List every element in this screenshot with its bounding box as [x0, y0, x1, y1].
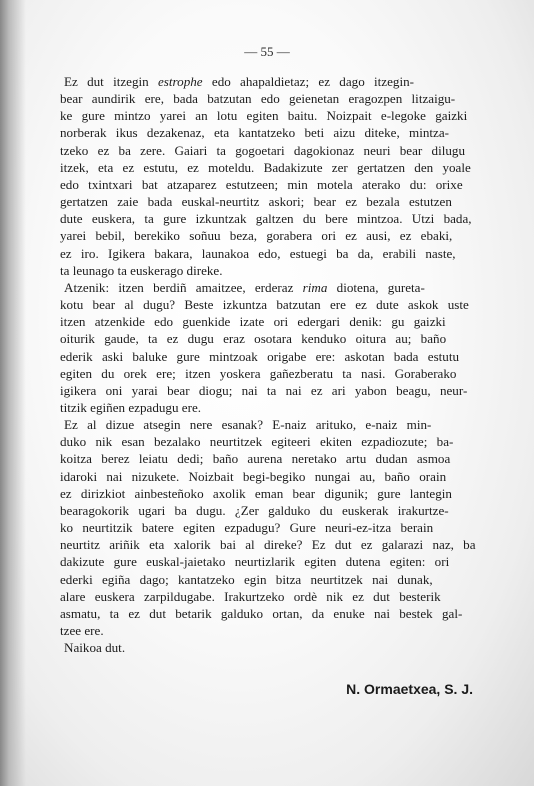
text-line: itzek, eta ez estutu, ez moteldu. Badakizute zer gertatzen den yoale: [60, 159, 471, 175]
text-line: edo txintxari bat atzaparez estutzeen; min motela aterako du: orixe: [60, 176, 463, 192]
text-line: ez iro. Igikera bakara, launakoa edo, estuegi ba da, erabili naste,: [60, 245, 456, 261]
text-line: duko nik esan bezalako neurtitzek egiteeri ekiten ezpadiozute; ba-: [60, 434, 454, 450]
text-line: oiturik gaude, ta ez dugu eraz osotara kenduko oitura au; baño: [60, 331, 447, 347]
text-line: alare euskera zarpildugabe. Irakurtzeko ordè nik ez dut besterik: [60, 588, 441, 604]
text-line: ke gure mintzo yarei an lotu egiten baitu. Noizpait e-legoke gaizki: [60, 108, 468, 124]
text-line: ederik aski baluke gure mintzoak origabe ere: askotan bada estutu: [60, 348, 460, 364]
text-line: titzik egiñen ezpadugu ere.: [60, 399, 202, 415]
text-line: ederki egiña dago; kantatzeko egin bitza neurtitzek nai dunak,: [60, 571, 433, 587]
text-line: asmatu, ta ez dut betarik galduko ortan, da enuke nai bestek gal-: [60, 605, 463, 621]
body-text: [60, 73, 490, 656]
page-number: — 55 —: [244, 44, 290, 59]
text-line: ko neurtitzik batere egiten ezpadugu? Gure neuri-ez-itza berain: [60, 520, 434, 536]
text-line: Ez dut itzegin estrophe edo ahapaldietaz; ez dago itzegin-: [64, 74, 415, 89]
text-line: Atzenik: itzen berdiñ amaitzee, erderaz rima diotena, gureta-: [64, 279, 425, 295]
text-line: koitza berez leiatu dedi; baño aurena neretako artu dudan asmoa: [60, 451, 451, 467]
text-line: tzeko ez ba zere. Gaiari ta gogoetari dagokionaz neuri bear dilugu: [60, 142, 466, 158]
text-line: gertatzen zaie bada euskal-neurtitz askori; bear ez bezala estutzen: [60, 194, 452, 210]
text-line: dute euskera, ta gure izkuntzak galtzen du bere mintzoa. Utzi bada,: [60, 211, 472, 227]
text-line: Naikoa dut.: [64, 640, 126, 656]
text-line: tzee ere.: [60, 623, 104, 638]
text-line: itzen atzenkide edo guenkide izate ori edergari denik: gu gaizki: [60, 314, 446, 330]
author-signature: N. Ormaetxea, S. J.: [346, 681, 473, 697]
text-line: idaroki nai nizukete. Noizbait begi-begiko nungai au, baño orain: [60, 468, 447, 484]
text-line: dakizute gure euskal-jaietako neurtizlarik egiten dutena egiten: ori: [60, 554, 450, 570]
text-line: Ez al dizue atsegin nere esanak? E-naiz arituko, e-naiz min-: [64, 417, 432, 433]
text-line: igikera oni yarai bear diogu; nai ta nai ez ari yabon beagu, neur-: [60, 382, 468, 398]
text-line: kotu bear al dugu? Beste izkuntza batzutan ere ez dute askok uste: [60, 297, 469, 313]
text-line: yarei bebil, berekiko soñuu beza, gorabera ori ez ausi, ez ebaki,: [60, 228, 453, 244]
text-line: ta leunago ta euskerago direke.: [60, 262, 223, 278]
text-line: neurtitz ariñik eta xalorik bai al direke? Ez dut ez galarazi naz, ba: [60, 537, 476, 553]
text-line: norberak ikus dezakenaz, eta kantatzeko beti aizu diteke, mintza-: [60, 125, 450, 141]
text-line: bearagokorik ugari ba dugu. ¿Zer galduko du euskerak irakurtze-: [60, 502, 449, 518]
text-line: bear aundirik ere, bada batzutan edo geienetan eragozpen litzaigu-: [60, 91, 456, 107]
text-line: egiten du orek ere; itzen yoskera gañezberatu ta nasi. Goraberako: [60, 365, 457, 381]
text-line: ez dirizkiot ainbesteñoko axolik eman bear digunik; gure lantegin: [60, 485, 452, 501]
